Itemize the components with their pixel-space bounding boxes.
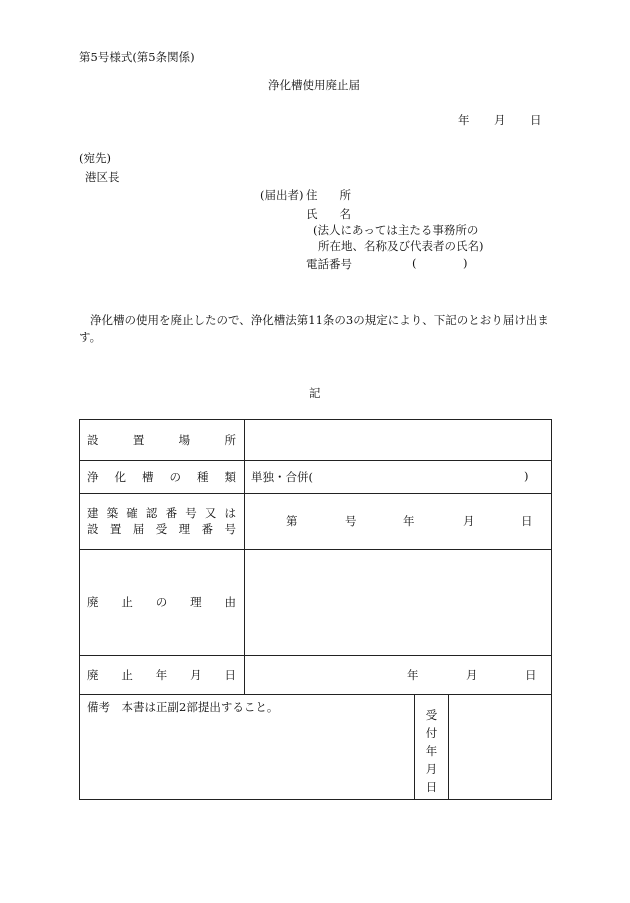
phone-paren-open: (: [412, 256, 417, 270]
name-label: 氏 名: [306, 207, 351, 221]
tank-type-value[interactable]: [245, 460, 551, 493]
tank-type-options: 単独・合併(: [251, 470, 313, 484]
row-tank-type: [80, 460, 551, 494]
date-month: 月: [494, 113, 506, 127]
body-text-line1: 浄化槽の使用を廃止したので、浄化槽法第11条の3の規定により、下記のとおり届け出ま: [90, 313, 549, 327]
abolition-day: 日: [525, 668, 537, 682]
row-abolition-date: [80, 655, 551, 695]
remarks-text: 備考 本書は正副2部提出すること。: [87, 700, 279, 714]
abolition-date-label: 廃 止 年 月 日: [80, 655, 245, 694]
form-number: 第5号様式(第5条関係): [79, 50, 195, 64]
location-label: 設 置 場 所: [80, 420, 245, 460]
confirmation-label: 建 築 確 認 番 号 又 は 設 置 届 受 理 番 号: [80, 493, 245, 549]
notifier-prefix: (届出者): [260, 188, 304, 202]
confirm-day: 日: [521, 514, 533, 528]
confirm-go: 号: [345, 514, 357, 528]
body-text-line2: す。: [79, 330, 102, 344]
phone-paren-close: ): [463, 256, 468, 270]
confirm-year: 年: [403, 514, 415, 528]
tank-type-label: 浄 化 槽 の 種 類: [80, 460, 245, 493]
reason-label: 廃 止 の 理 由: [80, 549, 245, 655]
phone-label: 電話番号: [306, 257, 352, 271]
abolition-month: 月: [466, 668, 478, 682]
row-location: [80, 420, 551, 461]
confirm-dai: 第: [286, 514, 298, 528]
address-label: 住 所: [306, 188, 351, 202]
ki-heading: 記: [309, 386, 321, 400]
corporate-note-2: 所在地、名称及び代表者の氏名): [318, 239, 484, 253]
tank-type-close: ): [524, 469, 529, 483]
row-confirmation-number: [80, 493, 551, 550]
receipt-label: 受 付 年 月 日: [425, 708, 438, 794]
reason-value[interactable]: [245, 549, 551, 655]
addressee-name: 港区長: [85, 170, 120, 184]
date-year: 年: [458, 113, 470, 127]
confirmation-value[interactable]: [245, 493, 551, 549]
location-value[interactable]: [245, 420, 551, 460]
abolition-year: 年: [407, 668, 419, 682]
date-day: 日: [530, 113, 542, 127]
confirm-month: 月: [463, 514, 475, 528]
row-reason: [80, 549, 551, 656]
abolition-date-value[interactable]: [245, 655, 551, 694]
corporate-note-1: (法人にあっては主たる事務所の: [313, 223, 479, 237]
form-title: 浄化槽使用廃止届: [268, 78, 360, 92]
notification-table: [79, 419, 552, 800]
addressee-label: (宛先): [79, 151, 111, 165]
row-remarks: [80, 694, 551, 799]
receipt-stamp-area[interactable]: [449, 694, 551, 799]
